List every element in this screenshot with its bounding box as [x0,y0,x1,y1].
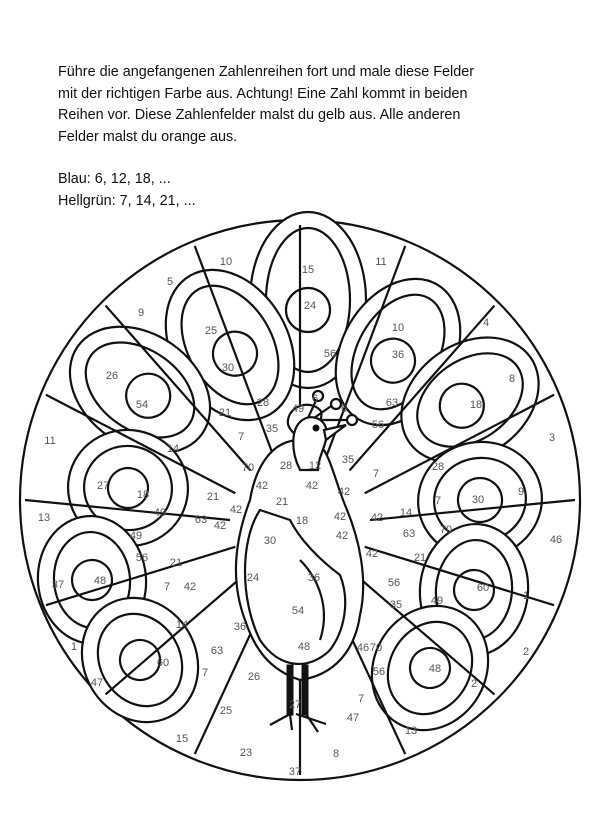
field-number: 25 [204,324,218,337]
field-number: 56 [135,551,149,564]
field-number: 46 [356,641,370,654]
field-number: 49 [153,506,167,519]
field-number: 36 [233,620,247,633]
field-number: 49 [129,529,143,542]
field-number: 14 [166,442,180,455]
field-number: 42 [213,519,227,532]
field-number: 42 [183,580,197,593]
field-number: 54 [291,604,305,617]
field-number: 42 [337,485,351,498]
field-number: 14 [399,506,413,519]
field-number: 6 [340,402,348,415]
field-number: 13 [404,724,418,737]
field-number: 4 [482,316,490,329]
field-number: 63 [194,513,208,526]
instruction-line: Führe die angefangenen Zahlenreihen fort und male diese Felder [58,64,475,80]
field-number: 24 [246,571,260,584]
field-number: 18 [295,514,309,527]
field-number: 7 [163,580,171,593]
field-number: 11 [375,255,387,268]
field-number: 26 [105,369,119,382]
field-number: 70 [241,461,255,474]
field-number: 26 [247,670,261,683]
field-number: 28 [431,460,445,473]
field-number: 11 [44,434,56,447]
field-number: 21 [206,490,220,503]
field-number: 13 [37,511,51,524]
field-number: 3 [548,431,556,444]
field-number: 6 [311,392,319,405]
field-number: 60 [476,581,490,594]
field-number: 28 [279,459,293,472]
field-number: 24 [303,299,317,312]
series-green: Hellgrün: 7, 14, 21, ... [58,192,196,209]
field-number: 56 [371,418,385,431]
field-number: 63 [402,527,416,540]
field-number: 10 [219,255,233,268]
field-number: 35 [265,422,279,435]
field-number: 9 [137,306,145,319]
field-number: 37 [288,765,302,778]
field-number: 27 [288,698,302,711]
field-number: 7 [372,467,380,480]
field-number: 27 [96,479,110,492]
field-number: 23 [239,746,253,759]
field-number: 14 [175,618,189,631]
field-number: 47 [346,711,360,724]
field-number: 1 [70,640,78,653]
field-number: 15 [301,263,315,276]
instruction-line: Reihen vor. Diese Zahlenfelder malst du gelb aus. Alle anderen [58,107,461,123]
field-number: 2 [522,645,530,658]
field-number: 48 [93,574,107,587]
field-number: 63 [385,396,399,409]
field-number: 49 [430,594,444,607]
field-number: 7 [237,430,245,443]
field-number: 9 [517,485,525,498]
field-number: 48 [428,662,442,675]
field-number: 30 [221,361,235,374]
field-number: 48 [297,640,311,653]
instruction-line: Felder malst du orange aus. [58,128,238,145]
field-number: 35 [389,598,403,611]
field-number: 21 [413,551,427,564]
field-number: 7 [357,692,365,705]
field-number: 63 [210,644,224,657]
field-number: 30 [263,534,277,547]
field-number: 21 [275,495,289,508]
field-number: 70 [369,641,383,654]
field-number: 18 [136,488,150,501]
field-number: 21 [218,406,232,419]
field-number: 70 [439,523,453,536]
field-number: 12 [308,459,322,472]
field-number: 5 [166,275,174,288]
series-blue: Blau: 6, 12, 18, ... [58,171,171,187]
field-number: 60 [156,656,170,669]
field-number: 1 [522,589,530,602]
field-number: 49 [291,402,305,415]
field-number: 36 [391,348,405,361]
field-number: 42 [255,479,269,492]
field-number: 25 [219,704,233,717]
field-number: 42 [370,511,384,524]
field-number: 42 [335,529,349,542]
field-number: 7 [434,494,442,507]
field-number: 56 [372,665,386,678]
field-number: 10 [391,321,405,334]
field-number: 28 [256,396,270,409]
field-number: 21 [169,556,183,569]
field-number: 42 [305,479,319,492]
field-number: 42 [229,503,243,516]
field-number: 7 [201,666,209,679]
field-number: 42 [333,510,347,523]
field-number: 56 [323,347,337,360]
field-number: 8 [508,372,516,385]
instruction-line: mit der richtigen Farbe aus. Achtung! Eine Zahl kommt in beiden [58,85,468,102]
field-number: 35 [341,453,355,466]
field-number: 46 [549,533,563,546]
field-number: 8 [332,747,340,760]
field-number: 54 [135,398,149,411]
field-number: 36 [307,571,321,584]
field-number: 15 [175,732,189,745]
field-number: 47 [90,676,104,689]
field-number: 37 [51,578,65,591]
field-number: 42 [365,547,379,560]
field-number: 56 [387,576,401,589]
field-number: 30 [471,493,485,506]
field-number: 2 [470,677,478,690]
field-number: 18 [469,398,483,411]
peacock-outline [20,212,580,780]
